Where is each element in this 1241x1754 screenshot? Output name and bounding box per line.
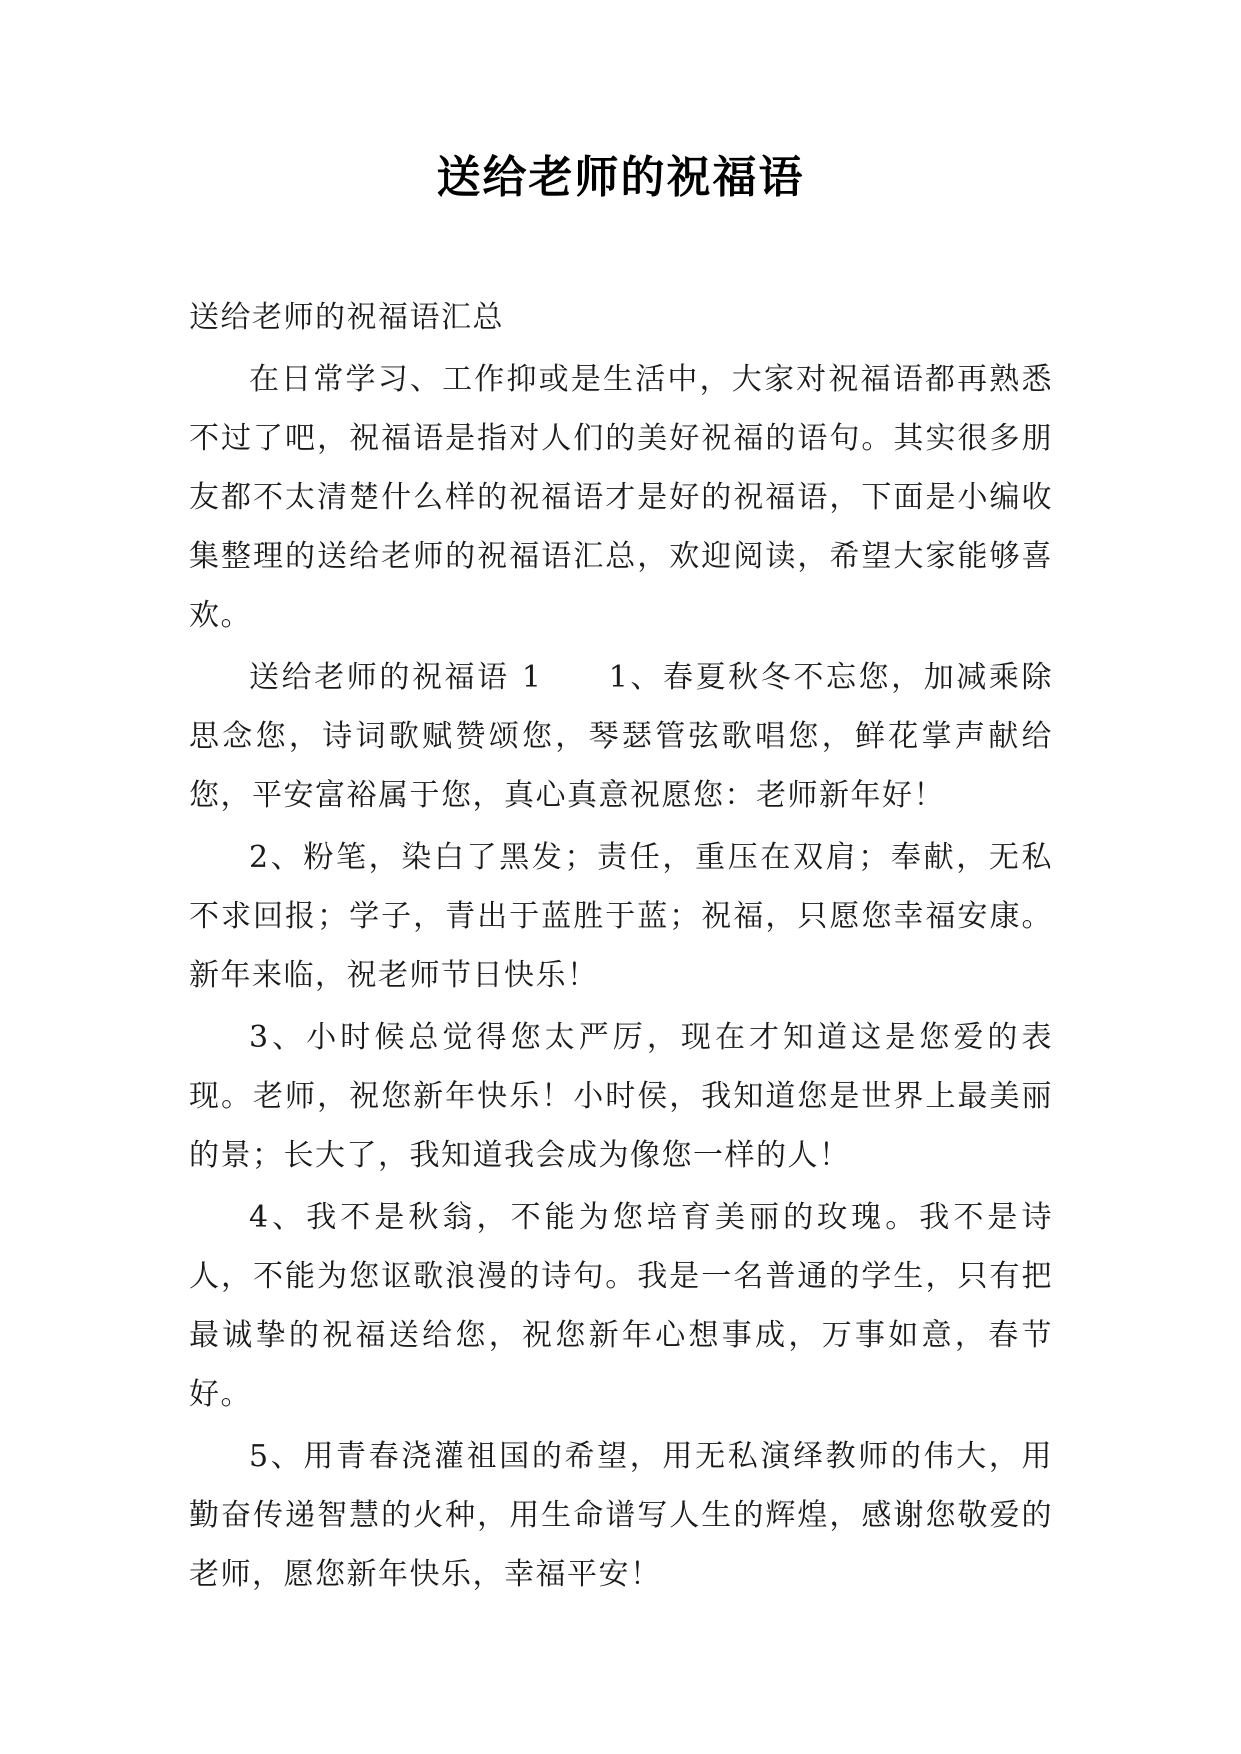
intro-paragraph: 在日常学习、工作抑或是生活中，大家对祝福语都再熟悉不过了吧，祝福语是指对人们的美好祝福的语句。其实很多朋友都不太清楚什么样的祝福语才是好的祝福语，下面是小编收集整理的送给老师的祝福语汇总，欢迎阅读，希望大家能够喜欢。 <box>189 362 1053 633</box>
wish-paragraph-3: 3、小时候总觉得您太严厉，现在才知道这是您爱的表现。老师，祝您新年快乐！小时侯，我知道您是世界上最美丽的景；长大了，我知道我会成为像您一样的人！ <box>189 1020 1053 1173</box>
wish-spacer <box>542 660 608 695</box>
document-body <box>189 288 1053 1604</box>
section-heading: 送给老师的祝福语 1 <box>249 660 543 695</box>
document-title: 送给老师的祝福语 <box>436 152 805 203</box>
wish-paragraph-2: 2、粉笔，染白了黑发；责任，重压在双肩；奉献，无私不求回报；学子，青出于蓝胜于蓝；祝福，只愿您幸福安康。新年来临，祝老师节日快乐！ <box>189 840 1053 993</box>
wish-paragraph-5: 5、用青春浇灌祖国的希望，用无私演绎教师的伟大，用勤奋传递智慧的火种，用生命谱写人生的辉煌，感谢您敬爱的老师，愿您新年快乐，幸福平安！ <box>189 1439 1053 1592</box>
wish-paragraph-1 <box>189 648 1053 825</box>
wish-paragraph-4: 4、我不是秋翁，不能为您培育美丽的玫瑰。我不是诗人，不能为您讴歌浪漫的诗句。我是一名普通的学生，只有把最诚挚的祝福送给您，祝您新年心想事成，万事如意，春节好。 <box>189 1200 1053 1412</box>
wish-text-1: 1、春夏秋冬不忘您，加减乘除思念您，诗词歌赋赞颂您，琴瑟管弦歌唱您，鲜花掌声献给您，平安富裕属于您，真心真意祝愿您：老师新年好！ <box>189 660 1054 813</box>
document-subtitle: 送给老师的祝福语汇总 <box>189 300 504 335</box>
